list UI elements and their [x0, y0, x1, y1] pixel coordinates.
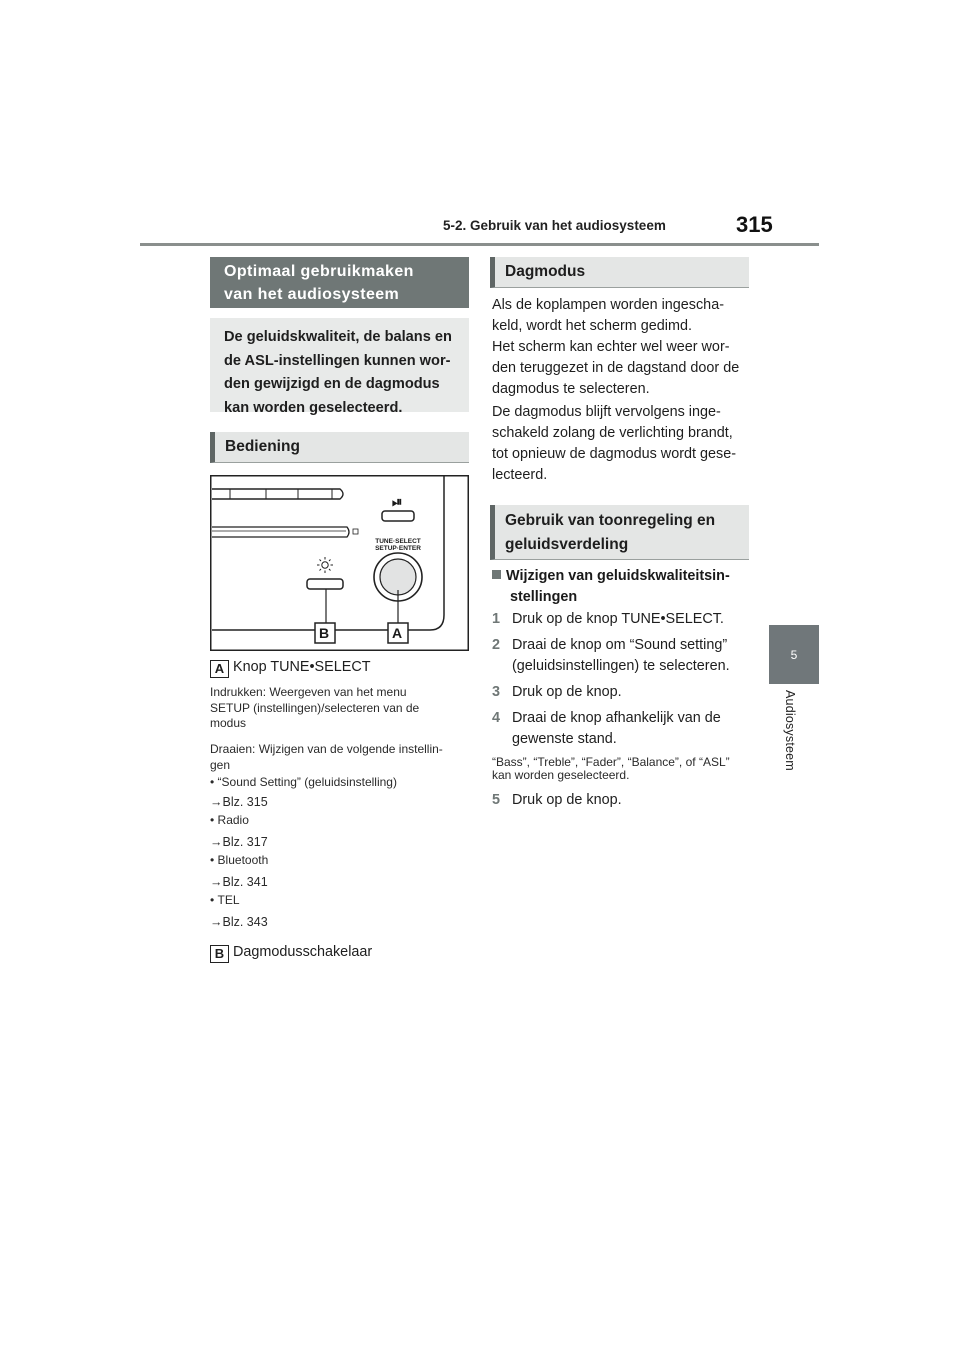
- text-line: Als de koplampen worden ingescha-: [492, 297, 724, 313]
- callout-a: A: [392, 625, 403, 641]
- step-text: Draai de knop om “Sound setting”: [512, 637, 728, 653]
- intro-line: kan worden geselecteerd.: [224, 399, 403, 416]
- step-number: 5: [492, 792, 501, 808]
- label-a-box: A: [210, 660, 229, 678]
- step-note: [492, 756, 754, 782]
- option-label: Bluetooth: [217, 853, 269, 867]
- item-b-title-row: [210, 942, 470, 963]
- section-title-line2: van het audiosysteem: [224, 286, 400, 303]
- knob-label-line1: TUNE·SELECT: [375, 538, 421, 545]
- page-ref-link[interactable]: →Blz. 343: [210, 915, 268, 929]
- intro-line: De geluidskwaliteit, de balans en: [224, 329, 452, 345]
- text-line: den teruggezet in de dagstand door de: [492, 360, 740, 376]
- bullet: •: [210, 893, 215, 907]
- item-a-press: [210, 685, 470, 732]
- step-text: Druk op de knop TUNE•SELECT.: [512, 611, 724, 627]
- item-a-title-row: [210, 657, 470, 678]
- press-line: SETUP (instellingen)/selecteren van de: [210, 700, 420, 715]
- bullet: •: [210, 775, 215, 789]
- turn-line: gen: [210, 757, 231, 772]
- header-divider: [140, 243, 819, 246]
- note-line: kan worden geselecteerd.: [492, 768, 630, 782]
- step-2: [492, 635, 754, 677]
- text-line: Het scherm kan echter wel weer wor-: [492, 339, 730, 355]
- control-panel-illustration: [210, 475, 469, 651]
- section-title-line1: Optimaal gebruikmaken: [224, 263, 414, 280]
- option-list: [210, 775, 470, 933]
- chapter-tab[interactable]: [769, 625, 819, 684]
- step-text: Druk op de knop.: [512, 792, 622, 808]
- bediening-title: Bediening: [225, 438, 300, 455]
- page-ref-link[interactable]: →Blz. 341: [210, 875, 268, 889]
- step-number: 3: [492, 684, 501, 700]
- knob-label-line2: SETUP·ENTER: [375, 545, 421, 552]
- toon-title-line1: Gebruik van toonregeling en: [505, 512, 716, 529]
- text-line: tot opnieuw de dagmodus wordt gese-: [492, 446, 736, 462]
- text-line: De dagmodus blijft vervolgens inge-: [492, 404, 721, 420]
- toonregeling-heading: [490, 505, 749, 560]
- dagmodus-paragraph-3: [492, 402, 752, 486]
- step-number: 1: [492, 611, 501, 627]
- intro-line: den gewijzigd en de dagmodus: [224, 376, 440, 392]
- knob-label: [373, 538, 423, 552]
- dagmodus-paragraph-2: [492, 337, 752, 400]
- sub-title-line2: stellingen: [510, 589, 578, 605]
- play-pause-icon: ⏯: [392, 494, 403, 509]
- option-label: “Sound Setting” (geluidsinstelling): [217, 775, 397, 789]
- dagmodus-heading: [490, 257, 749, 288]
- callout-b: B: [319, 625, 330, 641]
- step-text: Draai de knop afhankelijk van de: [512, 710, 721, 726]
- sub-title-line1: Wijzigen van geluidskwaliteitsin-: [506, 568, 730, 584]
- intro-line: de ASL-instellingen kunnen wor-: [224, 352, 451, 369]
- note-line: “Bass”, “Treble”, “Fader”, “Balance”, of “ASL”: [492, 755, 730, 769]
- list-item: [210, 775, 470, 795]
- option-label: TEL: [217, 893, 240, 907]
- page-ref-link[interactable]: →Blz. 315: [210, 795, 268, 809]
- toon-title-line2: geluidsverdeling: [505, 536, 629, 553]
- item-b-title: Dagmodusschakelaar: [233, 944, 373, 960]
- step-number: 4: [492, 710, 501, 726]
- list-item: [210, 853, 470, 875]
- option-label: Radio: [217, 813, 249, 827]
- dagmodus-title: Dagmodus: [505, 263, 586, 280]
- subsection-title: [492, 566, 754, 608]
- press-line: Indrukken: Weergeven van het menu: [210, 685, 407, 699]
- turn-line: Draaien: Wijzigen van de volgende instellin-: [210, 742, 443, 756]
- item-a-title: Knop TUNE•SELECT: [233, 659, 371, 675]
- section-header: 5-2. Gebruik van het audiosysteem: [443, 218, 666, 233]
- label-b-box: B: [210, 945, 229, 963]
- text-line: dagmodus te selecteren.: [492, 381, 650, 397]
- item-a-turn: [210, 742, 470, 773]
- square-bullet-icon: [492, 570, 501, 579]
- intro-box: [210, 318, 469, 416]
- step-text: (geluidsinstellingen) te selecteren.: [512, 658, 730, 674]
- step-5: [492, 790, 754, 811]
- list-item: [210, 893, 470, 915]
- step-3: [492, 682, 754, 703]
- bullet: •: [210, 813, 215, 827]
- chapter-number: 5: [790, 647, 798, 662]
- step-number: 2: [492, 637, 501, 653]
- step-text: gewenste stand.: [512, 731, 617, 747]
- section-title-box: [210, 257, 469, 308]
- page-ref-link[interactable]: →Blz. 317: [210, 835, 268, 849]
- chapter-label: Audiosysteem: [783, 690, 797, 771]
- step-text: Druk op de knop.: [512, 684, 622, 700]
- dagmodus-paragraph-1: [492, 295, 752, 337]
- step-1: [492, 609, 754, 630]
- bediening-heading: [210, 432, 469, 463]
- step-4: [492, 708, 754, 750]
- text-line: lecteerd.: [492, 467, 548, 483]
- bullet: •: [210, 853, 215, 867]
- list-item: [210, 813, 470, 835]
- press-line: modus: [210, 716, 247, 730]
- page-number: 315: [736, 212, 773, 237]
- control-panel-figure: [210, 475, 469, 651]
- text-line: keld, wordt het scherm gedimd.: [492, 318, 692, 334]
- text-line: schakeld zolang de verlichting brandt,: [492, 425, 733, 441]
